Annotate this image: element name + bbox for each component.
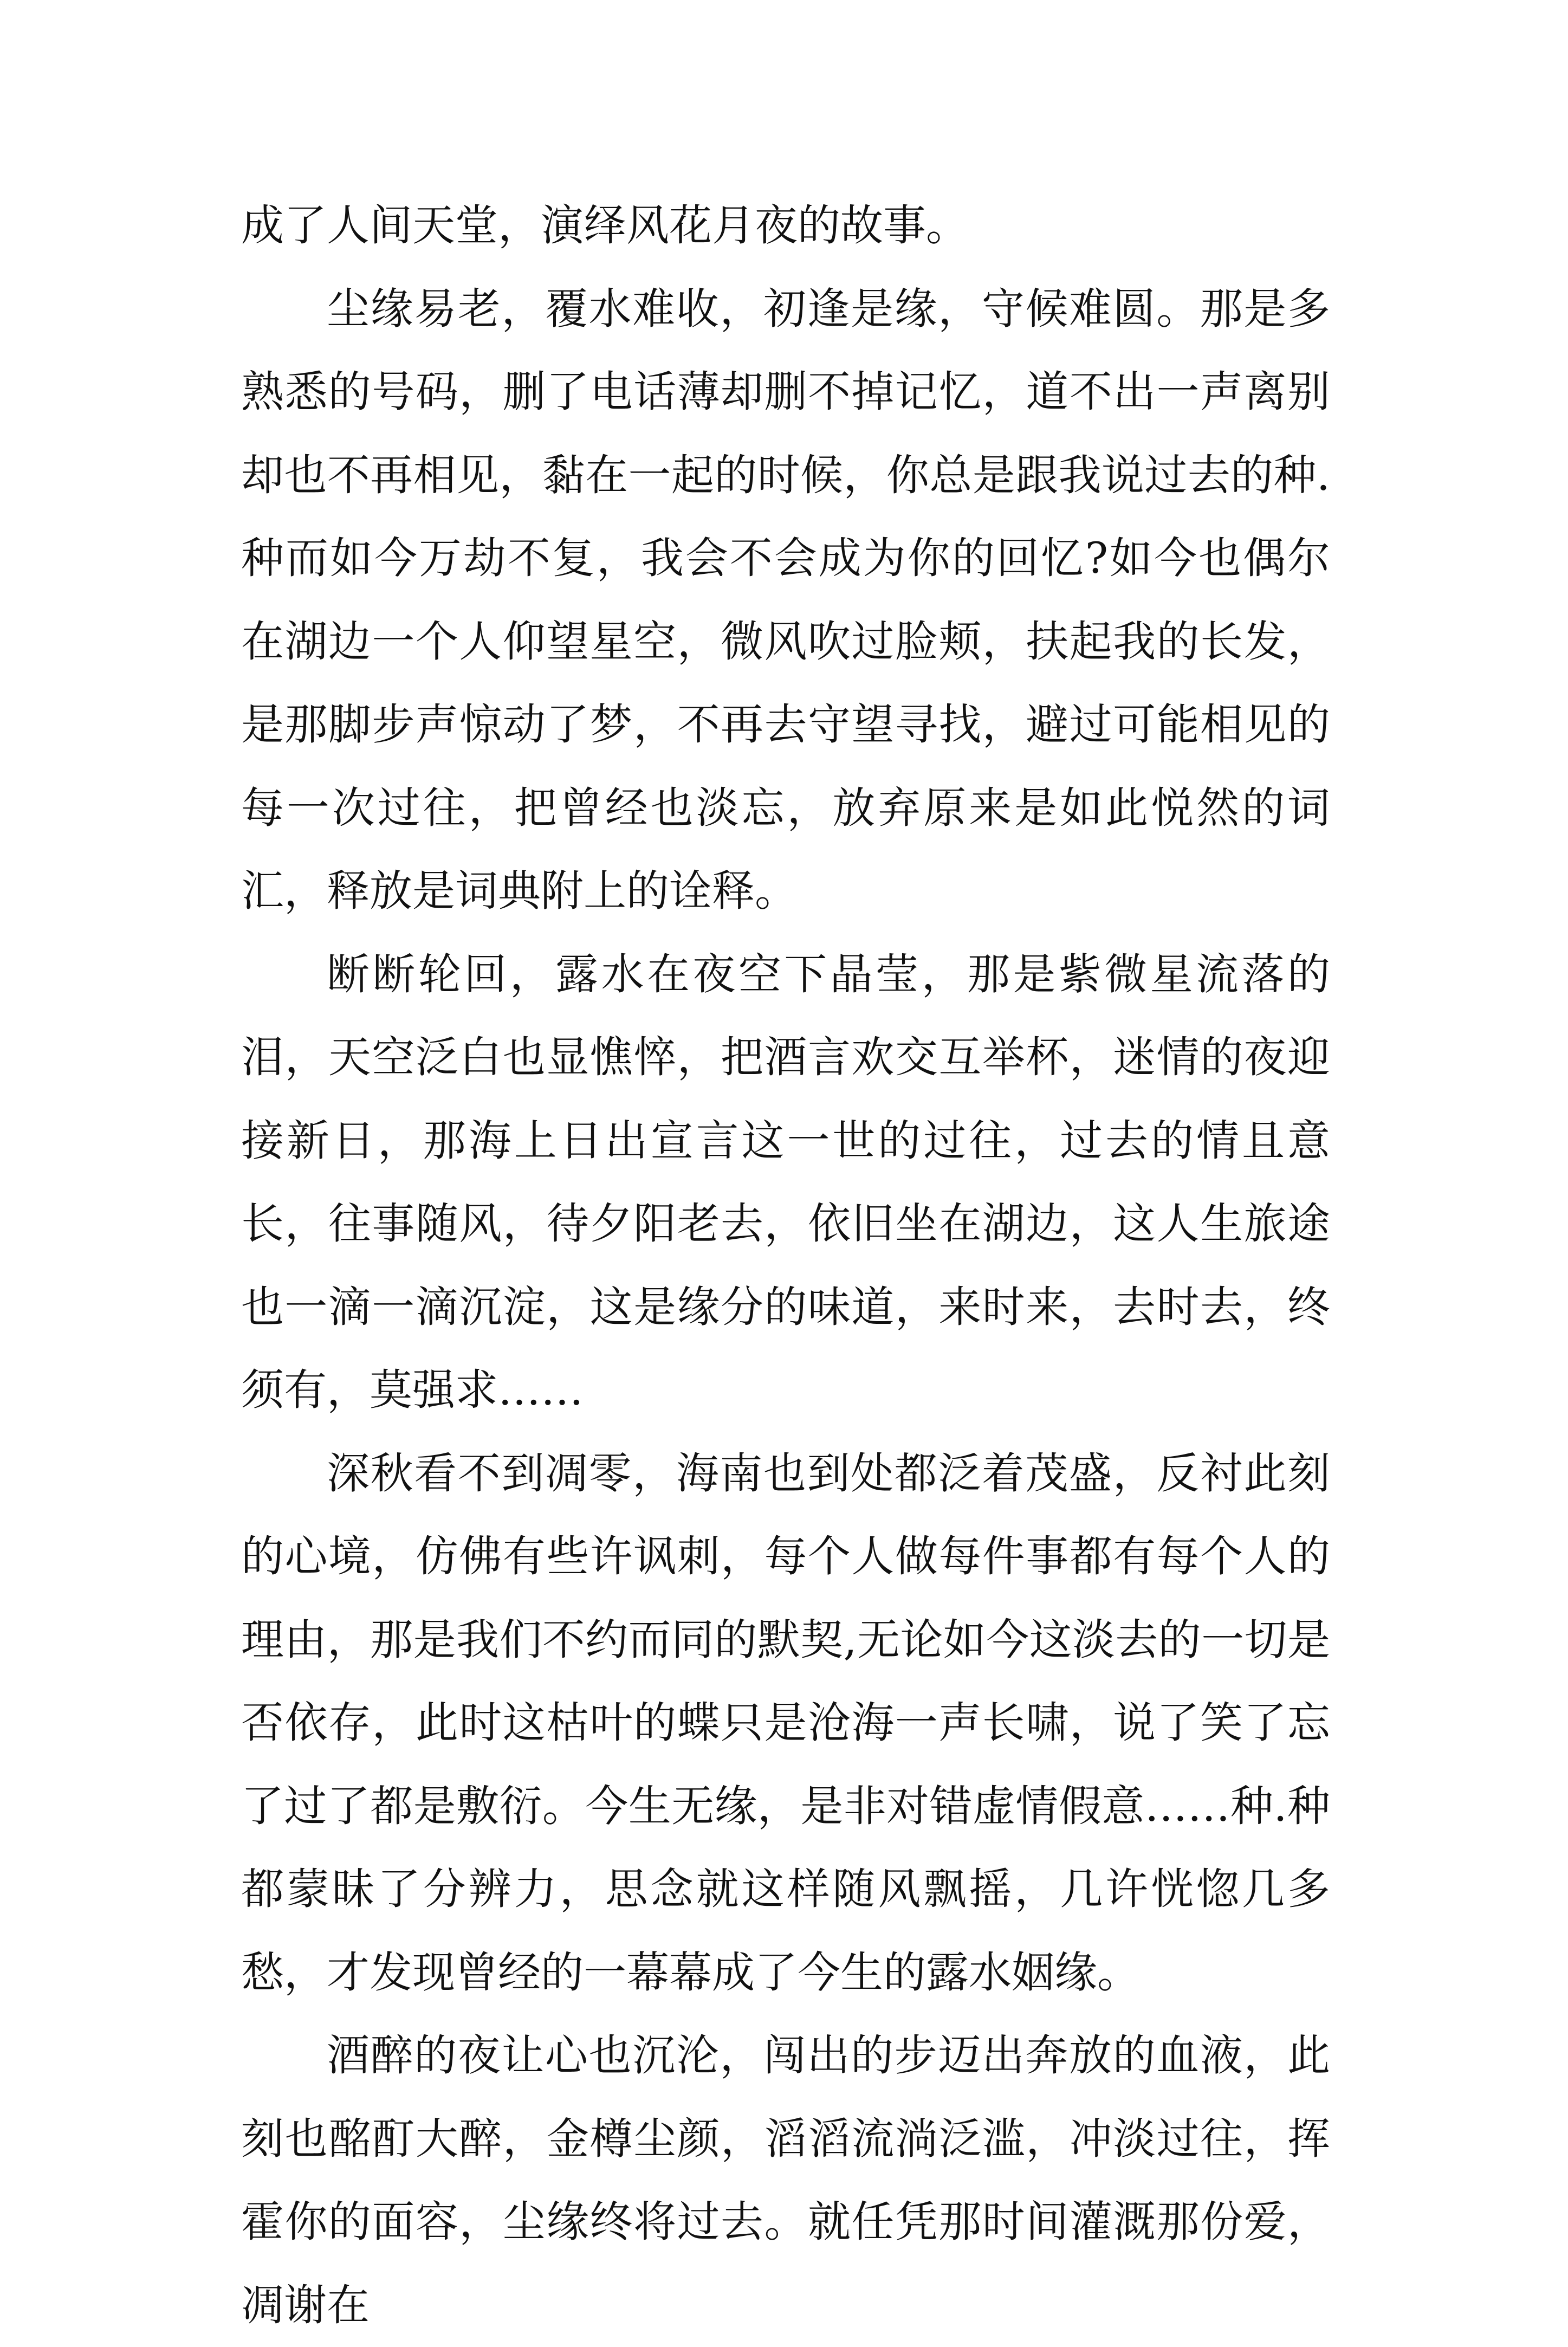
paragraph-2: 尘缘易老，覆水难收，初逢是缘，守候难圆。那是多熟悉的号码，删了电话薄却删不掉记忆，道不出一声离别却也不再相见，黏在一起的时候，你总是跟我说过去的种.种而如今万劫不复，我会不会成为你的回忆?如今也偶尔在湖边一个人仰望星空，微风吹过脸颊，扶起我的长发，是那脚步声惊动了梦，不再去守望寻找，避过可能相见的每一次过往，把曾经也淡忘，放弃原来是如此悦然的词汇，释放是词典附上的诠释。 — [241, 283, 1330, 916]
paragraph-4: 深秋看不到凋零，海南也到处都泛着茂盛，反衬此刻的心境，仿佛有些许讽刺，每个人做每件事都有每个人的理由，那是我们不约而同的默契,无论如今这淡去的一切是否依存，此时这枯叶的蝶只是沧海一声长啸，说了笑了忘了过了都是敷衍。今生无缘，是非对错虚情假意……种.种都蒙昧了分辨力，思念就这样随风飘摇，几许恍惚几多愁，才发现曾经的一幕幕成了今生的露水姻缘。 — [241, 1448, 1330, 1997]
body-text — [241, 184, 1330, 2347]
paragraph-1: 成了人间天堂，演绎风花月夜的故事。 — [241, 201, 969, 250]
paragraph-3: 断断轮回，露水在夜空下晶莹，那是紫微星流落的泪，天空泛白也显憔悴，把酒言欢交互举杯，迷情的夜迎接新日，那海上日出宣言这一世的过往，过去的情且意长，往事随风，待夕阳老去，依旧坐在湖边，这人生旅途也一滴一滴沉淀，这是缘分的味道，来时来，去时去，终须有，莫强求…… — [241, 949, 1330, 1415]
paragraph-5: 酒醉的夜让心也沉沦，闯出的步迈出奔放的血液，此刻也酩酊大醉，金樽尘颜，滔滔流淌泛滥，冲淡过往，挥霍你的面容，尘缘终将过去。就任凭那时间灌溉那份爱，凋谢在 — [241, 2031, 1330, 2330]
